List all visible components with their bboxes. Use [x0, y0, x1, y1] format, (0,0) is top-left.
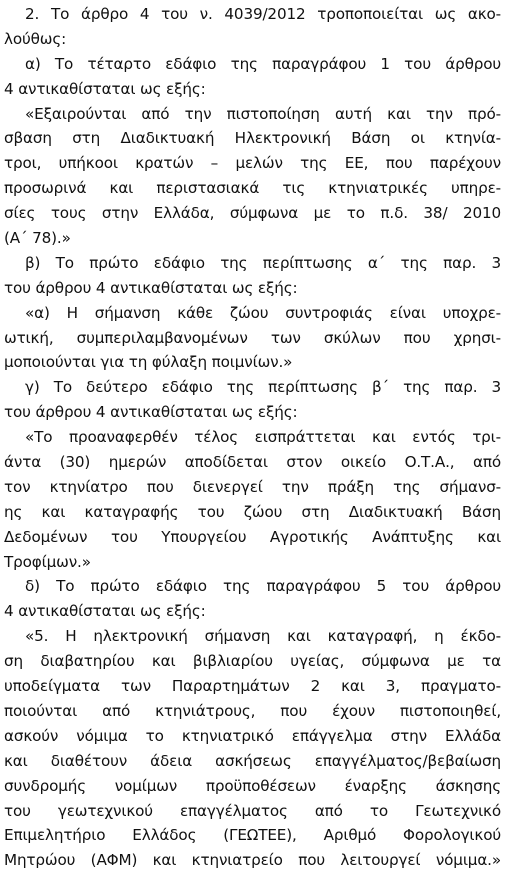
text-line: ποιούνται από κτηνιάτρους, που έχουν πιστοποιηθεί, [4, 701, 501, 720]
text-line: 4 αντικαθίσταται ως εξής: [4, 79, 206, 98]
text-line: Επιμελητήριο Ελλάδος (ΓΕΩΤΕΕ), Αριθμό Φορολογικού [4, 826, 501, 845]
text-line: τροι, υπήκοοι κρατών – μελών της ΕΕ, που παρέχουν [4, 154, 501, 173]
text-line: υποδείγματα των Παραρτημάτων 2 και 3, πραγματο- [4, 677, 501, 696]
text-line: και διαθέτουν άδεια ασκήσεως επαγγέλματος/βεβαίωση [4, 751, 501, 770]
text-line: σίες τους στην Ελλάδα, σύμφωνα με το π.δ. 38/ 2010 [4, 204, 501, 223]
text-line: Μητρώου (ΑΦΜ) και κτηνιατρείο που λειτουργεί νόμιμα.» [4, 851, 501, 870]
text-line: «α) Η σήμανση κάθε ζώου συντροφιάς είναι υποχρε- [25, 303, 501, 322]
text-line: τον κτηνίατρο που διενεργεί την πράξη της σήμανσ- [4, 477, 501, 496]
text-line: ωτική, συμπεριλαμβανομένων των σκύλων που χρησι- [4, 328, 501, 347]
text-line: μοποιούνται για τη φύλαξη ποιμνίων.» [4, 353, 293, 372]
text-line: 2. Το άρθρο 4 του ν. 4039/2012 τροποποιείται ως ακο- [25, 5, 501, 23]
text-line: 4 αντικαθίσταται ως εξής: [4, 602, 206, 621]
text-line: ης και καταγραφής του ζώου στη Διαδικτυακή Βάση [4, 502, 501, 521]
text-line: συνδρομής νομίμων προϋποθέσεων έναρξης άσκησης [4, 776, 501, 795]
text-line: ση διαβατηρίου και βιβλιαρίου υγείας, σύμφωνα με τα [4, 652, 501, 671]
text-line: δ) Το πρώτο εδάφιο της παραγράφου 5 του άρθρου [25, 577, 501, 596]
text-line: Δεδομένων του Υπουργείου Αγροτικής Ανάπτυξης και [4, 527, 501, 546]
text-line: «5. Η ηλεκτρονική σήμανση και καταγραφή, η έκδο- [25, 627, 501, 646]
text-line: σβαση στη Διαδικτυακή Ηλεκτρονική Βάση οι κτηνία- [4, 129, 501, 148]
text-line: ασκούν νόμιμα το κτηνιατρικό επάγγελμα στην Ελλάδα [4, 726, 501, 745]
text-line: γ) Το δεύτερο εδάφιο της περίπτωσης β΄ της παρ. 3 [25, 378, 501, 397]
text-line: προσωρινά και περιστασιακά τις κτηνιατρικές υπηρε- [4, 179, 501, 198]
text-line: άντα (30) ημερών αποδίδεται στον οικείο Ο.Τ.Α., από [4, 453, 501, 472]
text-line: «Το προαναφερθέν τέλος εισπράττεται και εντός τρι- [25, 428, 501, 447]
text-line: του άρθρου 4 αντικαθίσταται ως εξής: [4, 403, 298, 422]
text-line: του γεωτεχνικού επαγγέλματος από το Γεωτεχνικό [4, 801, 501, 820]
text-line: του άρθρου 4 αντικαθίσταται ως εξής: [4, 278, 298, 297]
text-line: (Α΄ 78).» [4, 229, 71, 248]
text-line: «Εξαιρούνται από την πιστοποίηση αυτή και την πρό- [25, 104, 501, 123]
text-line: Τροφίμων.» [4, 552, 91, 571]
text-line: λούθως: [4, 29, 67, 48]
text-line: β) Το πρώτο εδάφιο της περίπτωσης α΄ της παρ. 3 [25, 253, 501, 272]
text-line: α) Το τέταρτο εδάφιο της παραγράφου 1 του άρθρου [25, 54, 501, 73]
